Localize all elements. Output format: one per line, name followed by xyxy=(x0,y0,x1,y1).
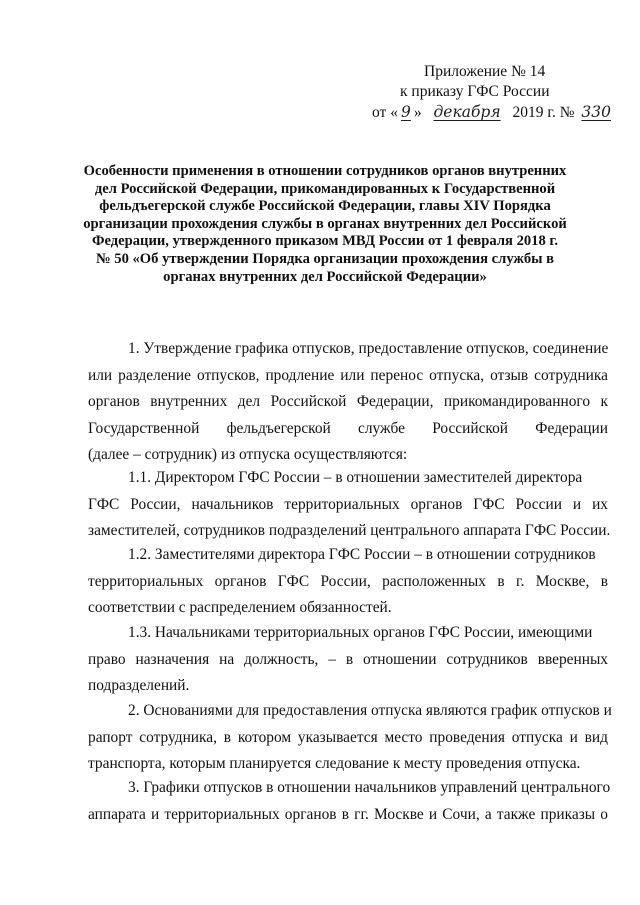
text-line: подразделений. xyxy=(88,677,190,695)
text-line: рапорт сотрудника, в котором указывается место проведения отпуска и вид xyxy=(88,728,608,746)
text-line: право назначения на должность, – в отношении сотрудников вверенных xyxy=(88,650,608,668)
paragraph-3 xyxy=(88,775,611,828)
appendix-title: Приложение № 14 xyxy=(424,63,546,80)
paragraph-1-3 xyxy=(88,620,608,700)
paragraph-1 xyxy=(88,336,608,469)
title-line: организации прохождения службы в органах внутренних дел Российской xyxy=(83,215,567,232)
document-title xyxy=(80,163,570,286)
date-year: 2019 г. № xyxy=(512,104,575,121)
text-line: Государственной фельдъегерской службе Российской Федерации xyxy=(88,419,608,437)
text-line: (далее – сотрудник) из отпуска осуществляются: xyxy=(88,446,408,464)
handwritten-month: декабря xyxy=(433,103,501,121)
date-prefix: от « xyxy=(372,104,398,121)
text-line: 3. Графики отпусков в отношении начальников управлений центрального xyxy=(128,779,611,796)
text-line: 1.2. Заместителями директора ГФС России – в отношении сотрудников xyxy=(128,546,596,563)
appendix-header xyxy=(372,62,612,123)
title-line: Особенности применения в отношении сотрудников органов внутренних xyxy=(83,163,567,179)
text-line: 2. Основаниями для предоставления отпуска являются график отпусков и xyxy=(128,702,612,719)
text-line: транспорта, которым планируется следование к месту проведения отпуска. xyxy=(88,755,581,773)
text-line: аппарата и территориальных органов в гг. Москве и Сочи, а также приказы о xyxy=(88,805,608,823)
paragraph-2 xyxy=(88,698,612,778)
title-line: фельдъегерской службе Российской Федерации, главы XIV Порядка xyxy=(99,198,551,215)
text-line: заместителей, сотрудников подразделений центрального аппарата ГФС России. xyxy=(88,522,611,540)
title-line: № 50 «Об утверждении Порядка организации прохождения службы в xyxy=(95,250,555,267)
appendix-order-ref: к приказу ГФС России xyxy=(400,83,550,100)
text-line: ГФС России, начальников территориальных органов ГФС России и их xyxy=(88,495,608,513)
text-line: или разделение отпусков, продление или перенос отпуска, отзыв сотрудника xyxy=(88,366,608,384)
paragraph-1-2 xyxy=(88,542,608,622)
text-line: 1. Утверждение графика отпусков, предоставление отпусков, соединение xyxy=(128,340,609,357)
text-line: соответствии с распределением обязанностей. xyxy=(88,599,392,617)
text-line: 1.3. Начальниками территориальных органов ГФС России, имеющими xyxy=(128,624,593,641)
title-line: дел Российской Федерации, прикомандированных к Государственной xyxy=(94,180,556,197)
appendix-date-line xyxy=(372,102,612,123)
handwritten-day: 9 xyxy=(400,103,411,121)
title-line: органах внутренних дел Российской Федерации» xyxy=(163,268,487,285)
text-line: 1.1. Директором ГФС России – в отношении заместителей директора xyxy=(128,469,583,486)
handwritten-order-number: 330 xyxy=(581,103,611,121)
text-line: территориальных органов ГФС России, расположенных в г. Москве, в xyxy=(88,572,608,590)
date-separator: » xyxy=(413,104,422,121)
paragraph-1-1 xyxy=(88,465,611,545)
text-line: органов внутренних дел Российской Федерации, прикомандированного к xyxy=(88,393,608,411)
title-line: Федерации, утвержденного приказом МВД России от 1 февраля 2018 г. xyxy=(91,233,559,250)
